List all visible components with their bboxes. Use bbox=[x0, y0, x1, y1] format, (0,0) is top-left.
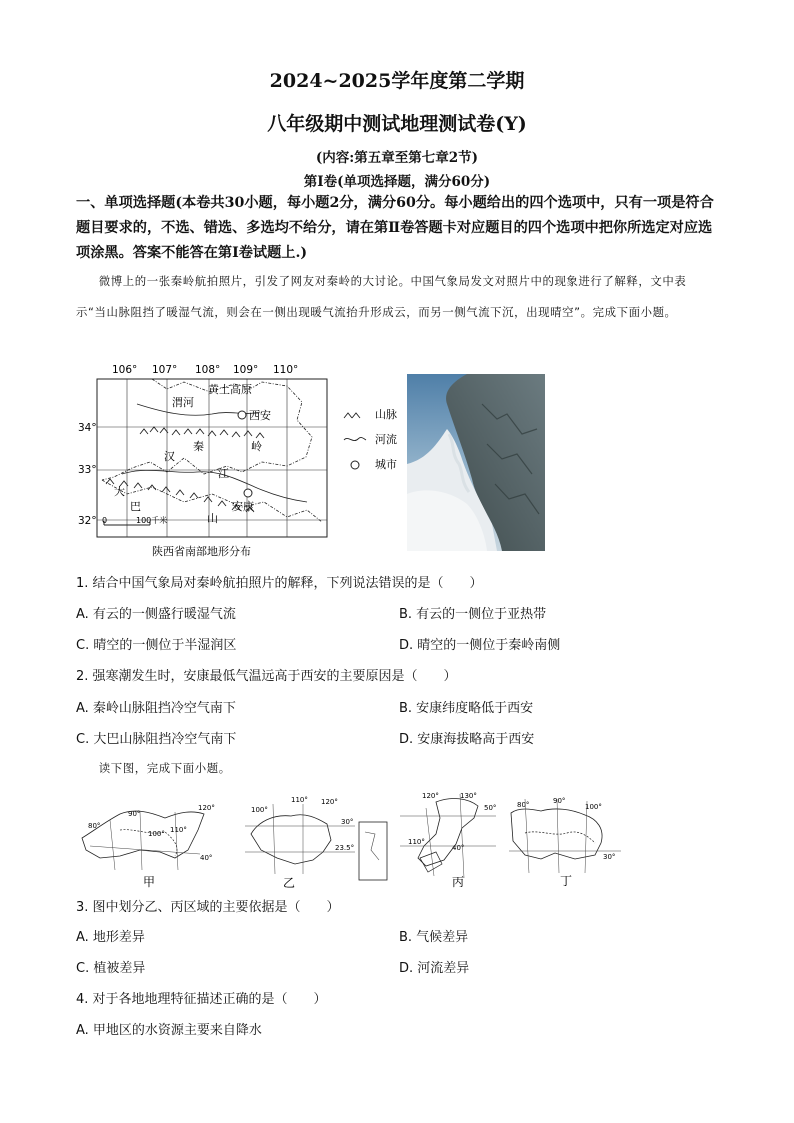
question-1-option-d[interactable]: D. 晴空的一侧位于秦岭南侧 bbox=[399, 638, 561, 653]
lon-label: 108° bbox=[195, 364, 221, 376]
svg-text:30°: 30° bbox=[341, 818, 354, 826]
hanjiang-river bbox=[122, 470, 307, 502]
question-3-option-d[interactable]: D. 河流差异 bbox=[399, 961, 470, 976]
svg-text:50°: 50° bbox=[484, 804, 497, 812]
svg-text:110°: 110° bbox=[291, 796, 308, 804]
question-2-option-b[interactable]: B. 安康纬度略低于西安 bbox=[399, 701, 534, 716]
lat-label: 34° bbox=[78, 422, 97, 434]
svg-text:40°: 40° bbox=[452, 844, 465, 852]
svg-text:120°: 120° bbox=[198, 804, 215, 812]
passage-region-maps: 读下图，完成下面小题。 bbox=[98, 761, 231, 775]
question-1-option-a[interactable]: A. 有云的一侧盛行暖湿气流 bbox=[76, 607, 236, 622]
ankang-city-marker bbox=[244, 489, 252, 497]
da-label: 大 bbox=[114, 485, 125, 498]
lon-label: 110° bbox=[273, 364, 299, 376]
exam-year-title: 2024~2025学年度第二学期 bbox=[269, 70, 525, 92]
section-instructions: 一、单项选择题(本卷共30小题，每小题2分，满分60分。每小题给出的四个选项中，只有一项是符合题目要求的，不选、错选、多选均不给分，请在第Ⅱ卷答题卡对应题目的四个选项中把你所选定对应选项涂黑。答案不能答在第Ⅰ卷试题上.) bbox=[76, 195, 714, 261]
qinling-mountains bbox=[140, 427, 264, 438]
mountain-legend-icon bbox=[344, 413, 360, 418]
svg-text:110°: 110° bbox=[170, 826, 187, 834]
legend-city-label: 城市 bbox=[375, 458, 397, 471]
svg-text:40°: 40° bbox=[200, 854, 213, 862]
lat-label: 33° bbox=[78, 464, 97, 476]
xian-label: 西安 bbox=[249, 409, 271, 422]
scale-length: 100千米 bbox=[136, 516, 168, 525]
region-map-bing bbox=[396, 788, 506, 890]
question-1-option-c[interactable]: C. 晴空的一侧位于半湿润区 bbox=[76, 638, 237, 653]
svg-text:120°: 120° bbox=[321, 798, 338, 806]
qin-label: 秦 bbox=[193, 440, 204, 453]
content-scope: (内容:第五章至第七章2节) bbox=[315, 150, 479, 166]
weihe-label: 渭河 bbox=[172, 396, 194, 409]
svg-text:100°: 100° bbox=[251, 806, 268, 814]
svg-text:80°: 80° bbox=[88, 822, 101, 830]
volume-label: 第Ⅰ卷(单项选择题，满分60分) bbox=[303, 174, 491, 190]
lon-label: 106° bbox=[112, 364, 138, 376]
jiang-label: 江 bbox=[218, 467, 229, 480]
region-label-ding: 丁 bbox=[560, 874, 573, 888]
question-3-stem: 3. 图中划分乙、丙区域的主要依据是（ ） bbox=[76, 900, 340, 915]
region-label-yi: 乙 bbox=[283, 876, 296, 890]
map-legend bbox=[338, 404, 408, 474]
svg-text:90°: 90° bbox=[553, 797, 566, 805]
question-3-option-b[interactable]: B. 气候差异 bbox=[399, 930, 469, 945]
svg-text:110°: 110° bbox=[408, 838, 425, 846]
plateau-label: 黄土高原 bbox=[208, 383, 252, 396]
province-border bbox=[102, 379, 312, 480]
question-2-stem: 2. 强寒潮发生时，安康最低气温远高于西安的主要原因是（ ） bbox=[76, 669, 457, 684]
question-3-option-c[interactable]: C. 植被差异 bbox=[76, 961, 146, 976]
river-legend-icon bbox=[344, 437, 366, 440]
svg-text:30°: 30° bbox=[603, 853, 616, 861]
map-caption: 陕西省南部地形分布 bbox=[152, 545, 251, 558]
han-label: 汉 bbox=[164, 450, 175, 463]
legend-river-label: 河流 bbox=[375, 433, 397, 446]
svg-text:23.5°: 23.5° bbox=[335, 844, 355, 852]
svg-text:100°: 100° bbox=[148, 830, 165, 838]
region-map-jia bbox=[80, 800, 220, 890]
svg-text:80°: 80° bbox=[517, 801, 530, 809]
passage-qinling: 微博上的一张秦岭航拍照片，引发了网友对秦岭的大讨论。中国气象局发文对照片中的现象进行了解释，文中表示“当山脉阻挡了暖湿气流，则会在一侧出现暖气流抬升形成云，而另一侧气流下沉，出现晴空”。完成下面小题。 bbox=[76, 274, 687, 319]
shan-label: 山 bbox=[207, 512, 218, 525]
ankang-label: 安康 bbox=[232, 500, 254, 513]
ling-label: 岭 bbox=[251, 440, 262, 453]
question-1-stem: 1. 结合中国气象局对秦岭航拍照片的解释，下列说法错误的是（ ） bbox=[76, 576, 483, 591]
lon-label: 109° bbox=[233, 364, 259, 376]
question-2-option-a[interactable]: A. 秦岭山脉阻挡冷空气南下 bbox=[76, 701, 236, 716]
region-label-jia: 甲 bbox=[143, 875, 156, 889]
region-map-ding bbox=[505, 793, 625, 889]
svg-text:130°: 130° bbox=[460, 792, 477, 800]
lat-label: 32° bbox=[78, 515, 97, 527]
svg-text:100°: 100° bbox=[585, 803, 602, 811]
svg-text:120°: 120° bbox=[422, 792, 439, 800]
lon-label: 107° bbox=[152, 364, 178, 376]
legend-mountain-label: 山脉 bbox=[375, 408, 397, 421]
question-1-option-b[interactable]: B. 有云的一侧位于亚热带 bbox=[399, 607, 547, 622]
question-3-option-a[interactable]: A. 地形差异 bbox=[76, 930, 145, 945]
question-2-option-c[interactable]: C. 大巴山脉阻挡冷空气南下 bbox=[76, 732, 237, 747]
region-map-yi bbox=[243, 794, 393, 890]
qinling-aerial-photo bbox=[407, 374, 545, 551]
shaanxi-terrain-map bbox=[78, 362, 332, 562]
question-2-option-d[interactable]: D. 安康海拔略高于西安 bbox=[399, 732, 535, 747]
scale-zero: 0 bbox=[102, 516, 108, 525]
city-legend-icon bbox=[351, 461, 359, 469]
question-4-stem: 4. 对于各地地理特征描述正确的是（ ） bbox=[76, 992, 327, 1007]
svg-text:90°: 90° bbox=[128, 810, 141, 818]
exam-title: 八年级期中测试地理测试卷(Y) bbox=[267, 113, 527, 135]
region-label-bing: 丙 bbox=[452, 875, 465, 889]
xian-city-marker bbox=[238, 411, 246, 419]
ba-label: 巴 bbox=[130, 500, 141, 513]
question-4-option-a[interactable]: A. 甲地区的水资源主要来自降水 bbox=[76, 1023, 262, 1038]
